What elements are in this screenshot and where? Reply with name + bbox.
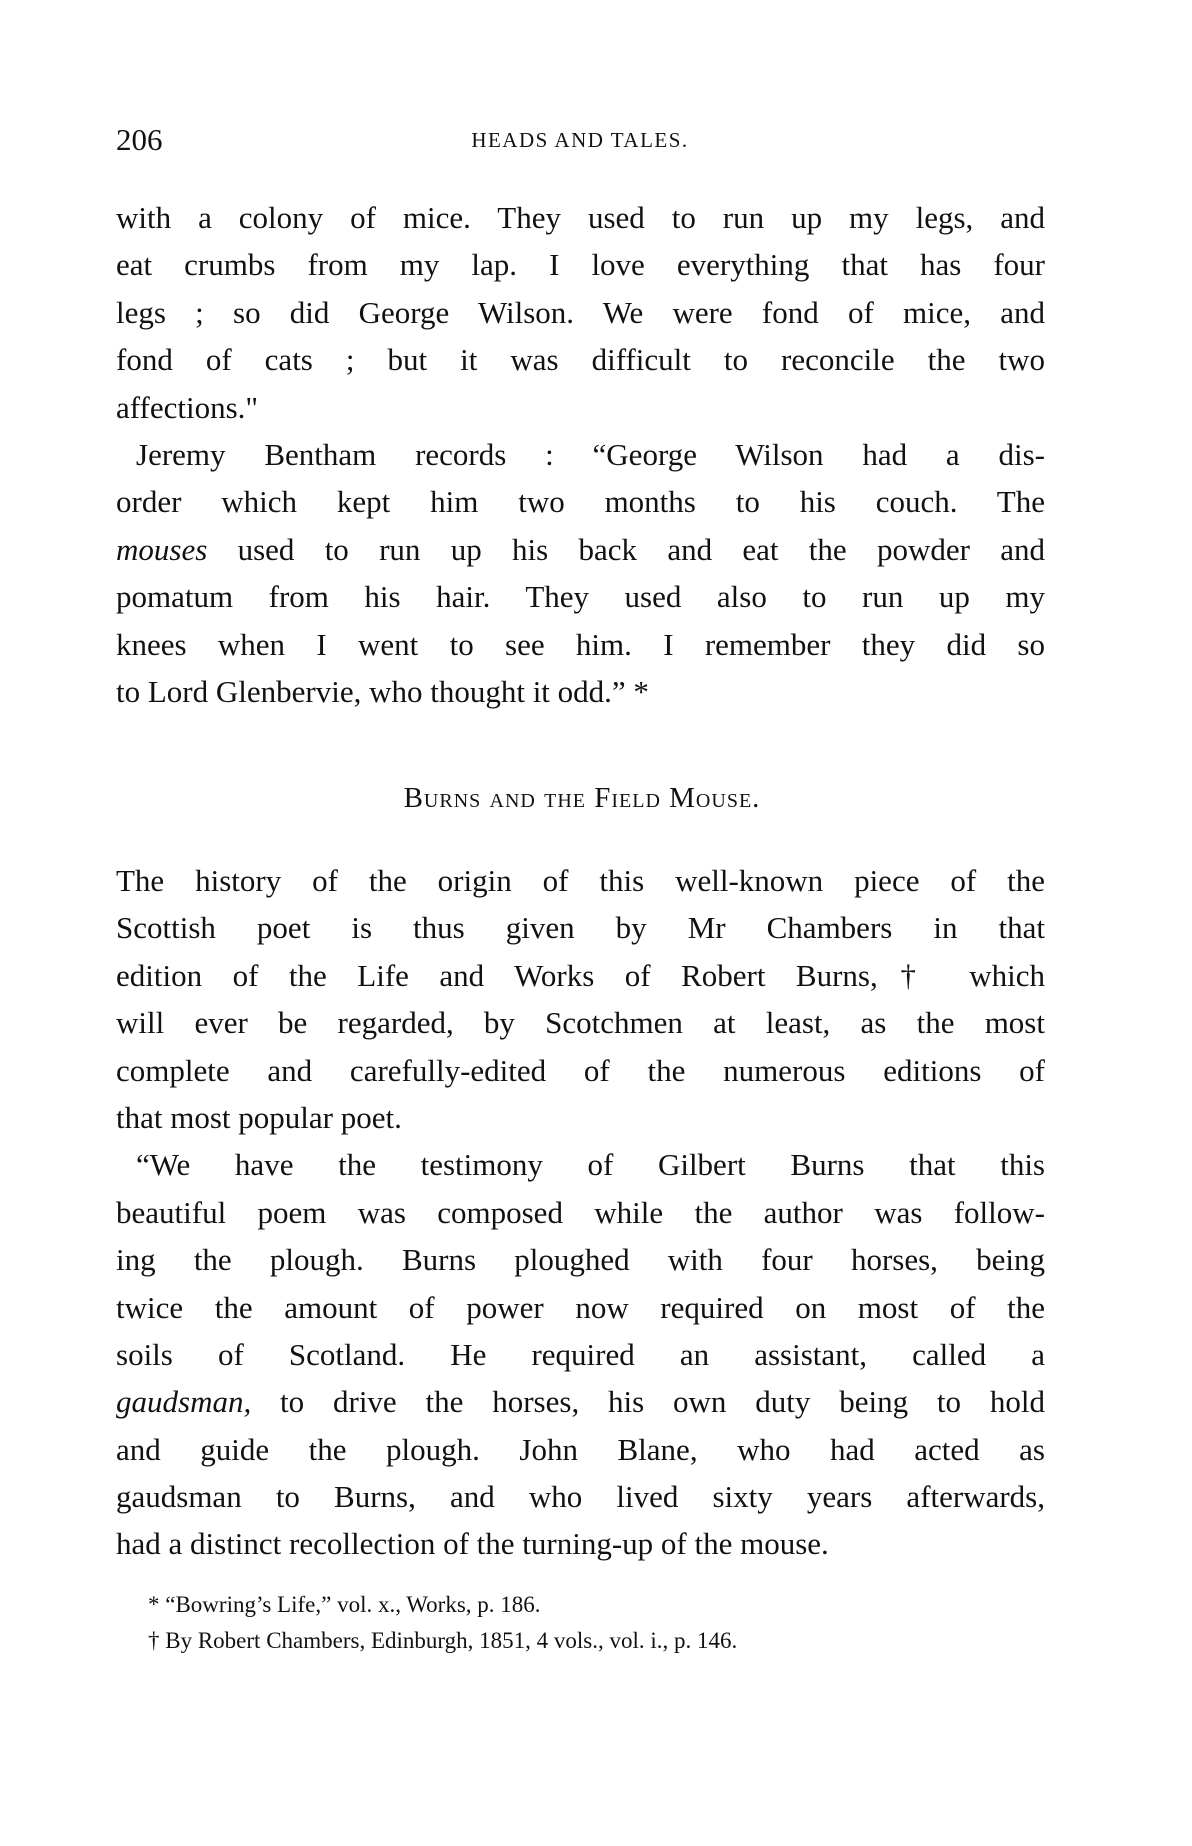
text-line: twice the amount of power now required on most of the [116,1289,1045,1325]
text-line: eat crumbs from my lap. I love everything that has four [116,247,1045,283]
text-line: that most popular poet. [116,1099,402,1135]
text-line: knees when I went to see him. I remember they did so [116,626,1045,662]
footnote: * “Bowring’s Life,” vol. x., Works, p. 186. [148,1592,541,1617]
section-heading: Burns and the Field Mouse. [403,782,761,814]
italic-word: gaudsman, [116,1384,252,1420]
text-line: will ever be regarded, by Scotchmen at least, as the most [116,1005,1045,1041]
body-text-burns [116,857,1045,1568]
text-line: edition of the Life and Works of Robert Burns,† which [116,957,1045,993]
text-line: with a colony of mice. They used to run up my legs, and [116,200,1045,235]
text-segment: to drive the horses, his own duty being to hold [251,1384,1045,1420]
text-line: affections." [116,389,259,425]
text-line: order which kept him two months to his couch. The [116,484,1045,520]
text-line [116,1378,1045,1425]
footnotes [148,1587,1048,1659]
footnote: † By Robert Chambers, Edinburgh, 1851, 4 vols., vol. i., p. 146. [148,1628,738,1653]
italic-word: mouses [116,531,208,567]
text-line: legs ; so did George Wilson. We were fond of mice, and [116,294,1045,330]
text-line: Scottish poet is thus given by Mr Chambers in that [116,910,1045,946]
text-line: “We have the testimony of Gilbert Burns that this [136,1147,1045,1183]
text-line: Jeremy Bentham records : “George Wilson had a dis- [136,436,1045,472]
text-line: The history of the origin of this well-known piece of the [116,863,1045,898]
text-line: pomatum from his hair. They used also to run up my [116,579,1045,615]
text-line: to Lord Glenbervie, who thought it odd.” * [116,673,649,709]
text-line [116,526,1045,573]
text-line: had a distinct recollection of the turning-up of the mouse. [116,1526,829,1562]
text-line: gaudsman to Burns, and who lived sixty years afterwards, [116,1479,1045,1515]
text-line: beautiful poem was composed while the author was follow- [116,1194,1045,1230]
running-head: HEADS AND TALES. [471,128,689,152]
body-text-top [116,194,1045,715]
text-segment: used to run up his back and eat the powder and [207,531,1045,567]
text-line: fond of cats ; but it was difficult to reconcile the two [116,342,1045,378]
text-line: soils of Scotland. He required an assistant, called a [116,1336,1045,1372]
page-number: 206 [116,122,163,157]
text-line: ing the plough. Burns ploughed with four horses, being [116,1242,1045,1278]
text-line: complete and carefully-edited of the numerous editions of [116,1052,1045,1088]
text-line: and guide the plough. John Blane, who had acted as [116,1431,1045,1467]
